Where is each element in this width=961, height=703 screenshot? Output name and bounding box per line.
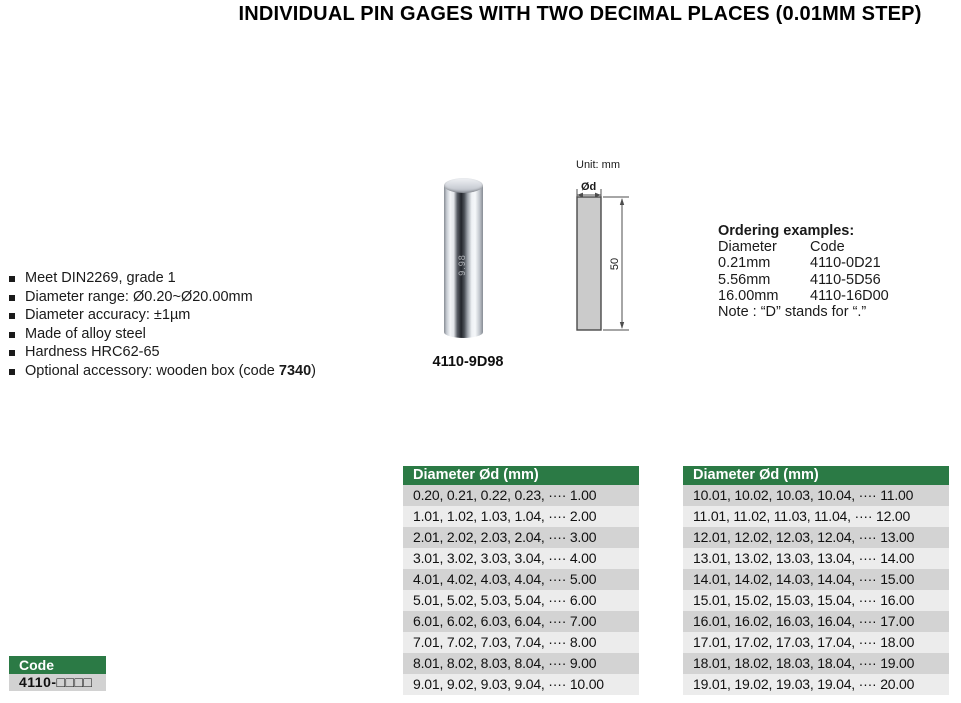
feature-text: Diameter range: Ø0.20~Ø20.00mm [25,288,253,305]
table-row: 8.01, 8.02, 8.03, 8.04, ···· 9.00 [403,653,639,674]
bullet-square-icon [9,295,15,301]
table-row: 9.01, 9.02, 9.03, 9.04, ···· 10.00 [403,674,639,695]
ordering-row [718,255,889,271]
ordering-title: Ordering examples: [718,223,855,239]
arrow-up-icon [620,198,624,205]
table-row: 6.01, 6.02, 6.03, 6.04, ···· 7.00 [403,611,639,632]
bullet-square-icon [9,350,15,356]
table-row: 16.01, 16.02, 16.03, 16.04, ···· 17.00 [683,611,949,632]
pin-outline-rect [577,197,601,330]
pin-top-face [444,178,483,193]
dimension-drawing [568,154,646,340]
ordering-code: 4110-16D00 [810,287,889,304]
ordering-row [718,272,889,288]
table-row: 11.01, 11.02, 11.03, 11.04, ···· 12.00 [683,506,949,527]
table-row: 14.01, 14.02, 14.03, 14.04, ···· 15.00 [683,569,949,590]
ordering-code: 4110-5D56 [810,271,881,288]
feature-text: Meet DIN2269, grade 1 [25,270,176,286]
table-row: 7.01, 7.02, 7.03, 7.04, ···· 8.00 [403,632,639,653]
code-block-header: Code [9,656,106,674]
ordering-examples [718,223,889,320]
table-row: 0.20, 0.21, 0.22, 0.23, ···· 1.00 [403,485,639,506]
code-block-value: 4110-□□□□ [9,674,106,691]
ordering-col-diameter: Diameter [718,239,777,256]
page-title: INDIVIDUAL PIN GAGES WITH TWO DECIMAL PLACES (0.01MM STEP) [238,3,922,25]
feature-item [8,325,316,344]
table-row: 2.01, 2.02, 2.03, 2.04, ···· 3.00 [403,527,639,548]
feature-text: Diameter accuracy: ±1µm [25,307,191,324]
ordering-header-row [718,239,889,255]
table-row: 13.01, 13.02, 13.03, 13.04, ···· 14.00 [683,548,949,569]
table-row: 18.01, 18.02, 18.03, 18.04, ···· 19.00 [683,653,949,674]
pin-cylinder [444,185,483,338]
accessory-code: 7340 [278,362,312,379]
table-row: 4.01, 4.02, 4.03, 4.04, ···· 5.00 [403,569,639,590]
feature-item [8,343,316,362]
pin-etched-marking: 9.98 [456,253,467,276]
table-row: 15.01, 15.02, 15.03, 15.04, ···· 16.00 [683,590,949,611]
table-row: 12.01, 12.02, 12.03, 12.04, ···· 13.00 [683,527,949,548]
table-row: 5.01, 5.02, 5.03, 5.04, ···· 6.00 [403,590,639,611]
unit-label: Unit: mm [576,159,620,171]
diameter-table-1 [403,466,639,695]
table-row: 3.01, 3.02, 3.03, 3.04, ···· 4.00 [403,548,639,569]
length-dim-label: 50 [609,257,621,271]
feature-item [8,288,316,307]
ordering-col-code: Code [810,239,845,256]
table-row: 17.01, 17.02, 17.03, 17.04, ···· 18.00 [683,632,949,653]
table-row: 10.01, 10.02, 10.03, 10.04, ···· 11.00 [683,485,949,506]
feature-item [8,269,316,288]
ordering-diameter: 5.56mm [718,271,771,288]
table-header: Diameter Ød (mm) [403,466,639,485]
features-list [8,269,316,381]
feature-item-accessory [8,362,316,381]
ordering-diameter: 0.21mm [718,255,771,272]
diameter-dim-label: Ød [581,181,597,193]
bullet-square-icon [9,276,15,282]
feature-text: Optional accessory: wooden box (code 7340) [25,362,317,379]
ordering-code: 4110-0D21 [810,255,881,272]
table-header: Diameter Ød (mm) [683,466,949,485]
feature-text: Hardness HRC62-65 [25,344,160,361]
ordering-row [718,288,889,304]
table-row: 1.01, 1.02, 1.03, 1.04, ···· 2.00 [403,506,639,527]
table-row: 19.01, 19.02, 19.03, 19.04, ···· 20.00 [683,674,949,695]
ordering-diameter: 16.00mm [718,287,779,304]
arrow-down-icon [620,322,624,329]
product-code-caption: 4110-9D98 [432,354,504,370]
bullet-square-icon [9,313,15,319]
bullet-square-icon [9,332,15,338]
code-block [9,656,106,691]
bullet-square-icon [9,369,15,375]
feature-text: Made of alloy steel [25,325,146,342]
diameter-table-2 [683,466,949,695]
ordering-note: Note : “D” stands for “.” [718,304,867,321]
feature-item [8,306,316,325]
pin-gage-photo [444,178,483,338]
